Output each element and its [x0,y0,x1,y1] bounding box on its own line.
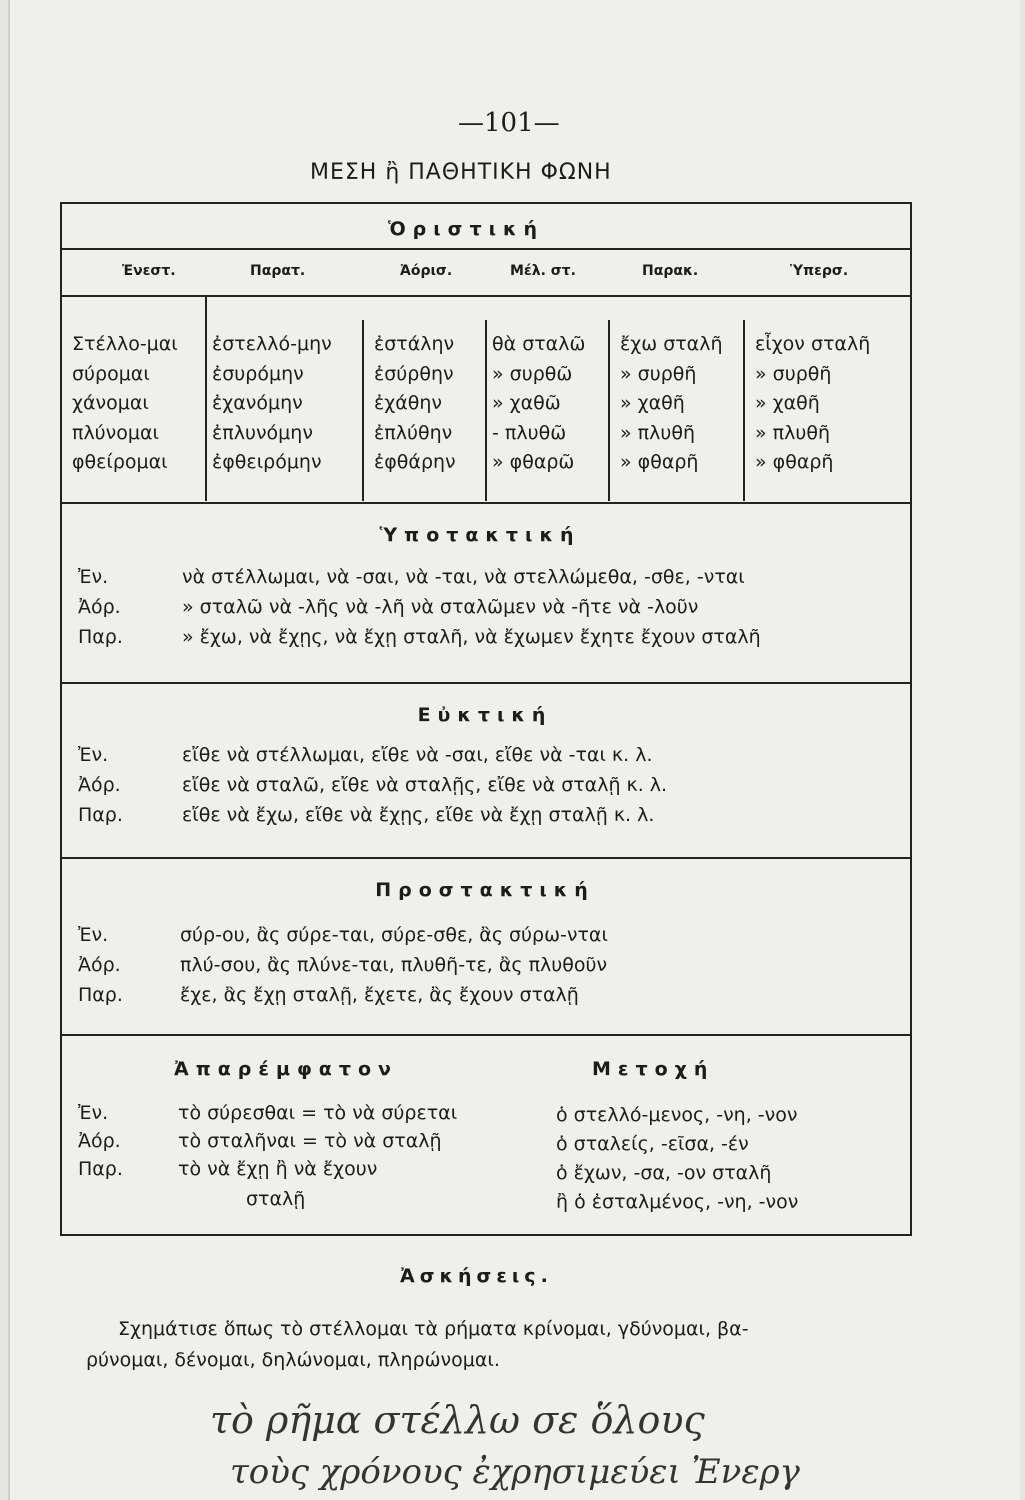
infinitive-present: τὸ σύρεσθαι = τὸ νὰ σύρεται [178,1102,458,1124]
verb-form: » συρθῆ [755,362,832,385]
column-aorist [374,330,456,478]
indicative-title: Ὁριστική [387,218,545,240]
subjunctive-perfect: » ἔχω, νὰ ἔχῃς, νὰ ἔχῃ σταλῆ, νὰ ἔχωμεν ἔχητε ἔχουν σταλῆ [182,626,761,648]
verb-form: εἶχον σταλῆ [755,333,871,355]
verb-form: πλύνομαι [72,421,159,444]
row-label: Ἐν. [78,1102,109,1124]
divider [62,248,910,250]
verb-form: » χαθῶ [492,392,561,414]
verb-form: ἐφθάρην [374,451,456,473]
subjunctive-present: νὰ στέλλωμαι, νὰ -σαι, νὰ -ται, νὰ στελλώμεθα, -σθε, -νται [182,566,745,588]
verb-form: » συρθῶ [492,362,573,385]
optative-aorist: εἴθε νὰ σταλῶ, εἴθε νὰ σταλῇς, εἴθε νὰ σταλῇ κ. λ. [182,774,668,796]
verb-form: ἐσύρθην [374,362,454,385]
row-label: Ἀόρ. [78,954,121,976]
participle-perfect-alt: ἢ ὁ ἐσταλμένος, -νη, -νον [556,1191,799,1213]
divider [62,1034,910,1036]
column-divider [608,320,610,501]
row-label: Ἐν. [78,566,109,588]
page-number: —101— [458,108,560,138]
verb-form: ἐπλύθην [374,421,453,444]
divider [62,857,910,859]
optative-title: Εὐκτική [417,704,553,726]
column-divider [743,320,745,501]
book-page [8,0,1020,1500]
column-pluperfect [755,330,870,478]
header-aorist: Ἀόρισ. [400,263,453,279]
column-divider [362,320,364,501]
row-label: Ἐν. [78,924,109,946]
column-perfect [620,330,723,478]
verb-form: » χαθῆ [755,392,820,414]
verb-form: ἐσυρόμην [212,362,304,385]
voice-title: ΜΕΣΗ ἢ ΠΑΘΗΤΙΚΗ ΦΩΝΗ [310,160,612,185]
verb-form: - πλυθῶ [492,421,567,444]
divider [62,295,910,297]
row-label: Ἀόρ. [78,1130,121,1152]
verb-form: » φθαρῆ [620,451,699,473]
participle-present: ὁ στελλό-μενος, -νη, -νον [556,1104,798,1126]
verb-form: ἔχω σταλῆ [620,333,723,355]
verb-form: Στέλλο-μαι [72,333,178,355]
divider [62,502,910,504]
verb-form: » φθαρῆ [755,451,834,473]
infinitive-perfect-cont: σταλῇ [246,1188,306,1210]
verb-form: θὰ σταλῶ [492,333,586,355]
row-label: Παρ. [78,626,123,648]
handwritten-note-line: τοὺς χρόνους ἐχρησιμεύει Ἐνεργ [230,1452,800,1492]
verb-form: χάνομαι [72,392,149,414]
verb-form: ἐχανόμην [212,392,303,414]
imperative-title: Προστακτική [375,879,595,901]
verb-form: ἐχάθην [374,392,443,414]
verb-form: ἐπλυνόμην [212,421,313,444]
verb-form: » συρθῆ [620,362,697,385]
exercises-title: Ἀσκήσεις. [400,1265,553,1287]
participle-perfect: ὁ ἔχων, -σα, -ον σταλῆ [556,1162,772,1184]
row-label: Παρ. [78,804,123,826]
header-imperfect: Παρατ. [250,263,306,279]
verb-form: φθείρομαι [72,451,168,473]
verb-form: ἐστάλην [374,333,455,355]
optative-present: εἴθε νὰ στέλλωμαι, εἴθε νὰ -σαι, εἴθε νὰ -ται κ. λ. [182,744,653,766]
imperative-present: σύρ-ου, ἂς σύρε-ται, σύρε-σθε, ἂς σύρω-νται [180,924,608,946]
exercises-text [86,1314,918,1376]
optative-perfect: εἴθε νὰ ἔχω, εἴθε νὰ ἔχῃς, εἴθε νὰ ἔχῃ σταλῇ κ. λ. [182,804,655,826]
column-future [492,330,585,478]
column-divider [485,320,487,501]
row-label: Παρ. [78,1158,123,1180]
imperative-aorist: πλύ-σου, ἂς πλύνε-ται, πλυθῆ-τε, ἂς πλυθοῦν [180,954,608,976]
imperative-perfect: ἔχε, ἂς ἔχῃ σταλῇ, ἔχετε, ἂς ἔχουν σταλῇ [180,984,579,1006]
column-divider [205,297,207,501]
verb-form: » πλυθῆ [755,421,831,444]
infinitive-perfect: τὸ νὰ ἔχῃ ἢ νὰ ἔχουν [178,1158,378,1180]
row-label: Παρ. [78,984,123,1006]
exercises-line: ρύνομαι, δένομαι, δηλώνομαι, πληρώνομαι. [86,1349,500,1371]
verb-form: ἐστελλό-μην [212,333,332,355]
verb-form: » πλυθῆ [620,421,696,444]
row-label: Ἀόρ. [78,596,121,618]
participle-aorist: ὁ σταλείς, -εῖσα, -έν [556,1133,749,1155]
subjunctive-aorist: » σταλῶ νὰ -λῆς νὰ -λῆ νὰ σταλῶμεν νὰ -ῆτε νὰ -λοῦν [182,596,699,618]
header-pluperfect: Ὑπερσ. [790,263,849,279]
infinitive-title: Ἀπαρέμφατον [174,1058,398,1080]
column-present [72,330,178,478]
verb-form: ἐφθειρόμην [212,451,322,473]
divider [62,682,910,684]
header-present: Ἐνεστ. [122,263,176,279]
column-imperfect [212,330,332,478]
verb-form: » φθαρῶ [492,451,575,473]
header-future: Μέλ. στ. [510,263,576,279]
verb-form: » χαθῆ [620,392,685,414]
row-label: Ἀόρ. [78,774,121,796]
row-label: Ἐν. [78,744,109,766]
subjunctive-title: Ὑποτακτική [379,524,581,546]
handwritten-note-line: τὸ ρῆμα στέλλω σε ὅλους [210,1398,705,1442]
participle-title: Μετοχή [592,1058,715,1080]
verb-form: σύρομαι [72,362,150,385]
infinitive-aorist: τὸ σταλῆναι = τὸ νὰ σταλῇ [178,1130,442,1152]
header-perfect: Παρακ. [642,263,699,279]
exercises-line: Σχημάτισε ὅπως τὸ στέλλομαι τὰ ρήματα κρίνομαι, γδύνομαι, βα- [118,1318,749,1340]
